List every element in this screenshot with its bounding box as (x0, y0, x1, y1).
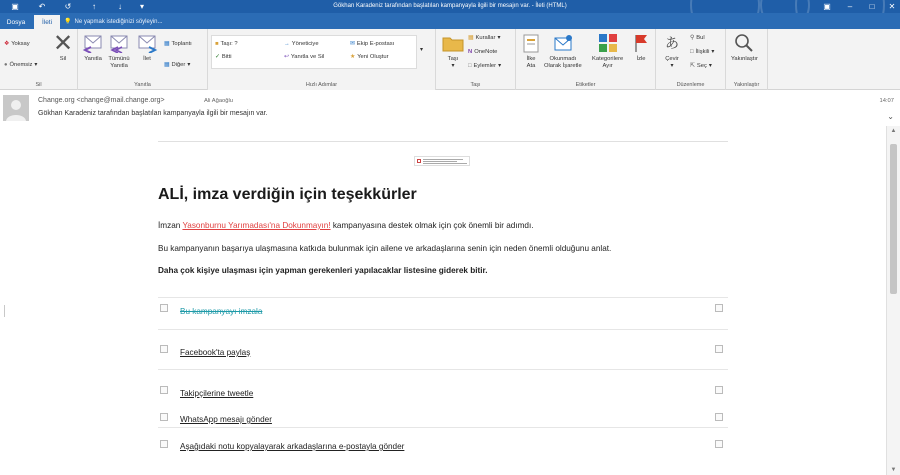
reply-all-label-2: Yanıtla (110, 63, 128, 69)
group-etiketler (516, 29, 656, 90)
checkbox-icon (160, 413, 168, 421)
up-arrow-icon[interactable]: ↑ (92, 2, 96, 11)
window-title: Gökhan Karadeniz tarafından başlatılan kampanyayla ilgili bir mesajın var. - İleti (HTML) (333, 3, 567, 9)
reply-all-label-1: Tümünü (108, 56, 130, 62)
text: İmzan (158, 221, 183, 230)
rules-button[interactable] (468, 35, 500, 41)
group-label: Yanıtla (134, 82, 151, 88)
manager-icon: → (284, 41, 290, 47)
forward-button[interactable] (136, 32, 158, 63)
categorize-label-2: Ayır (602, 63, 613, 69)
divider (158, 369, 728, 370)
quick-step-label: Ekip E-postası (356, 41, 395, 47)
divider (158, 141, 728, 142)
related-icon: □ (690, 49, 694, 55)
actions-label: Eylemler (473, 63, 497, 69)
dropdown-icon: ▾ (711, 49, 715, 55)
gallery-scroll-button[interactable] (420, 47, 423, 53)
checkbox-icon (160, 440, 168, 448)
maximize-icon[interactable]: □ (869, 2, 875, 11)
chevron-down-icon: ▾ (420, 47, 423, 53)
vertical-scrollbar[interactable] (886, 126, 900, 475)
ribbon-options-icon[interactable]: ▣ (823, 2, 831, 11)
ignore-label: Yoksay (11, 41, 30, 47)
translate-button[interactable] (661, 32, 683, 70)
image-placeholder-icon (715, 304, 723, 312)
assign-policy-button[interactable] (520, 32, 542, 70)
down-arrow-icon[interactable]: ↓ (118, 2, 122, 11)
actions-icon: □ (468, 63, 472, 69)
unread-label-2: Olarak İşaretle (544, 63, 582, 69)
divider (158, 329, 728, 330)
unread-label-1: Okunmadı (549, 56, 577, 62)
quick-step-label: Yanıtla ve Sil (290, 54, 325, 60)
message-header (0, 90, 900, 126)
rules-icon: ▦ (468, 35, 474, 41)
checkbox-icon (160, 386, 168, 394)
checkmark-icon: ✓ (215, 54, 220, 60)
tab-label: Dosya (6, 18, 26, 26)
junk-icon: ● (4, 62, 8, 68)
categorize-icon (597, 32, 619, 54)
text: kampanyasına destek olmak için çok önemli bir adımdı. (330, 221, 534, 230)
redo-icon[interactable]: ↺ (64, 2, 72, 11)
quick-step-label: Bitti (221, 54, 232, 60)
sender[interactable]: Change.org <change@mail.change.org> (38, 97, 165, 104)
related-button[interactable] (690, 49, 714, 55)
undo-icon[interactable]: ↶ (38, 2, 46, 11)
close-icon[interactable]: ✕ (888, 2, 896, 11)
group-label: Hızlı Adımlar (305, 82, 338, 88)
zoom-button[interactable] (731, 32, 758, 63)
group-duzenleme (656, 29, 726, 90)
assign-policy-label-2: Ata (526, 63, 536, 69)
more-icon: ▦ (164, 62, 170, 68)
reply-delete-icon: ↩ (284, 54, 289, 60)
scrollbar-thumb[interactable] (890, 144, 897, 294)
find-icon: ⚲ (690, 35, 695, 41)
campaign-link[interactable]: Yasonburnu Yarımadası'na Dokunmayın! (182, 221, 331, 230)
scroll-up-icon[interactable]: ▲ (890, 128, 897, 134)
checklist-label: WhatsApp mesajı gönder (180, 415, 272, 424)
quick-step-item[interactable] (215, 54, 232, 60)
tab-label: İleti (41, 18, 53, 26)
follow-up-label: İzle (636, 56, 646, 62)
delete-button[interactable] (52, 29, 74, 63)
group-yakinlastir (726, 29, 768, 90)
email-paragraph-1 (158, 221, 534, 230)
group-label: Sil (35, 82, 42, 88)
meeting-label: Toplantı (171, 41, 192, 47)
avatar (3, 95, 29, 121)
quick-step-item[interactable] (350, 54, 389, 60)
tab-ileti[interactable] (34, 15, 60, 29)
divider (158, 297, 728, 298)
select-label: Seç (696, 63, 707, 69)
broken-image-icon (417, 159, 421, 163)
margin-marker (4, 305, 5, 317)
email-headline: ALİ, imza verdiğin için teşekkürler (158, 186, 417, 203)
group-yanitla (78, 29, 208, 90)
more-label: Diğer (171, 62, 186, 68)
move-button[interactable] (442, 32, 464, 70)
onenote-label: OneNote (474, 49, 498, 55)
scroll-down-icon[interactable]: ▼ (890, 467, 897, 473)
reply-button[interactable] (82, 32, 104, 63)
image-placeholder-icon (715, 413, 723, 421)
junk-button[interactable] (4, 62, 37, 68)
move-label: Taşı (447, 56, 459, 62)
reply-all-icon (108, 32, 130, 54)
create-new-icon: ★ (350, 54, 356, 60)
delete-label: Sil (59, 56, 67, 62)
meeting-button[interactable] (164, 41, 192, 47)
image-placeholder-icon (715, 440, 723, 448)
translate-icon: あ (665, 34, 679, 51)
tell-me-box[interactable] (64, 16, 163, 27)
dropdown-icon: ▾ (451, 63, 455, 69)
assign-policy-label-1: İlke (526, 56, 536, 62)
rules-label: Kurallar (475, 35, 496, 41)
message-body (0, 126, 886, 475)
minimize-icon[interactable]: – (847, 2, 853, 11)
categorize-button[interactable] (592, 32, 623, 70)
title-bar (0, 0, 900, 13)
ribbon (0, 29, 900, 90)
customize-toolbar-icon[interactable]: ▾ (139, 2, 144, 11)
reply-label: Yanıtla (84, 56, 102, 62)
logo-lines (423, 159, 467, 164)
checklist-label: Takipçilerine tweetle (180, 389, 254, 398)
onenote-button[interactable] (468, 49, 497, 55)
magnifier-icon (733, 32, 755, 54)
related-label: İlişkili (695, 49, 710, 55)
tell-me-text: Ne yapmak istediğinizi söyleyin... (74, 18, 163, 25)
follow-up-button[interactable] (630, 32, 652, 63)
group-label: Düzenleme (676, 82, 705, 88)
more-respond-button[interactable] (164, 62, 190, 68)
move-folder-icon (442, 32, 464, 54)
group-tasi (436, 29, 516, 90)
checklist-label: Bu kampanyayı imzala (180, 307, 263, 316)
recipient[interactable]: Ali Ağaoğlu (204, 98, 234, 104)
select-icon: ⇱ (690, 63, 695, 69)
mark-unread-button[interactable] (544, 32, 582, 70)
policy-icon (520, 32, 542, 54)
checklist-label: Facebook'ta paylaş (180, 348, 251, 357)
image-placeholder-icon (715, 386, 723, 394)
subject: Gökhan Karadeniz tarafından başlatılan kampanyayla ilgili bir mesajın var. (38, 110, 268, 117)
timestamp: 14:07 (879, 98, 894, 104)
junk-label: Önemsiz (9, 62, 33, 68)
unread-mail-icon (552, 32, 574, 54)
dropdown-icon: ▾ (670, 63, 674, 69)
select-button[interactable] (690, 63, 712, 69)
dropdown-icon: ▾ (498, 63, 501, 69)
dropdown-icon: ▾ (34, 62, 38, 68)
lightbulb-icon: 💡 (64, 19, 72, 25)
quick-step-item[interactable] (350, 41, 394, 47)
forward-icon (136, 32, 158, 54)
find-label: Bul (696, 35, 705, 41)
checklist-label: Aşağıdaki notu kopyalayarak arkadaşlarına e-postayla gönder (180, 442, 405, 451)
divider (158, 427, 728, 428)
logo-image (414, 156, 470, 166)
team-email-icon: ✉ (350, 41, 355, 47)
zoom-label: Yakınlaştır (731, 56, 758, 62)
find-button[interactable] (690, 35, 705, 41)
checkbox-icon (160, 345, 168, 353)
quick-step-item[interactable] (215, 41, 238, 47)
onenote-icon: N (468, 49, 473, 55)
ignore-icon: ❖ (4, 41, 10, 47)
reply-icon (82, 32, 104, 54)
image-placeholder-icon (715, 345, 723, 353)
dropdown-icon: ▾ (187, 62, 191, 68)
group-label: Etiketler (575, 82, 596, 88)
chevron-down-icon[interactable]: ⌄ (887, 112, 894, 121)
group-label: Yakınlaştır (733, 82, 760, 88)
translate-label: Çevir (665, 56, 679, 62)
quick-step-label: Yeni Oluştur (357, 54, 389, 60)
meeting-icon: ▦ (164, 41, 170, 47)
save-icon[interactable]: ▣ (11, 2, 19, 11)
actions-button[interactable] (468, 63, 501, 69)
group-sil (0, 29, 78, 90)
ribbon-tabs (0, 13, 900, 29)
delete-icon: ✕ (52, 29, 74, 57)
dropdown-icon: ▾ (497, 35, 501, 41)
quick-step-item[interactable] (284, 41, 319, 47)
quick-step-item[interactable] (284, 54, 324, 60)
tab-dosya[interactable] (2, 15, 30, 29)
group-quick-steps (208, 29, 436, 90)
email-paragraph-2: Bu kampanyanın başarıya ulaşmasına katkıda bulunmak için ailene ve arkadaşlarına senin için neden önemli olduğunu anlat. (158, 244, 612, 253)
dropdown-icon: ▾ (708, 63, 712, 69)
forward-label: İlet (143, 56, 151, 62)
quick-step-label: Taşı: ? (220, 41, 238, 47)
categorize-label-1: Kategorilere (592, 56, 624, 62)
checkbox-icon (160, 304, 168, 312)
email-paragraph-3: Daha çok kişiye ulaşması için yapman gerekenleri yapılacaklar listesine giderek bitir. (158, 266, 488, 275)
folder-icon: ■ (215, 41, 219, 47)
ignore-button[interactable] (4, 41, 30, 47)
flag-icon (630, 32, 652, 54)
reply-all-button[interactable] (108, 32, 130, 70)
quick-step-label: Yöneticiye (291, 41, 319, 47)
group-label: Taşı (470, 82, 481, 88)
